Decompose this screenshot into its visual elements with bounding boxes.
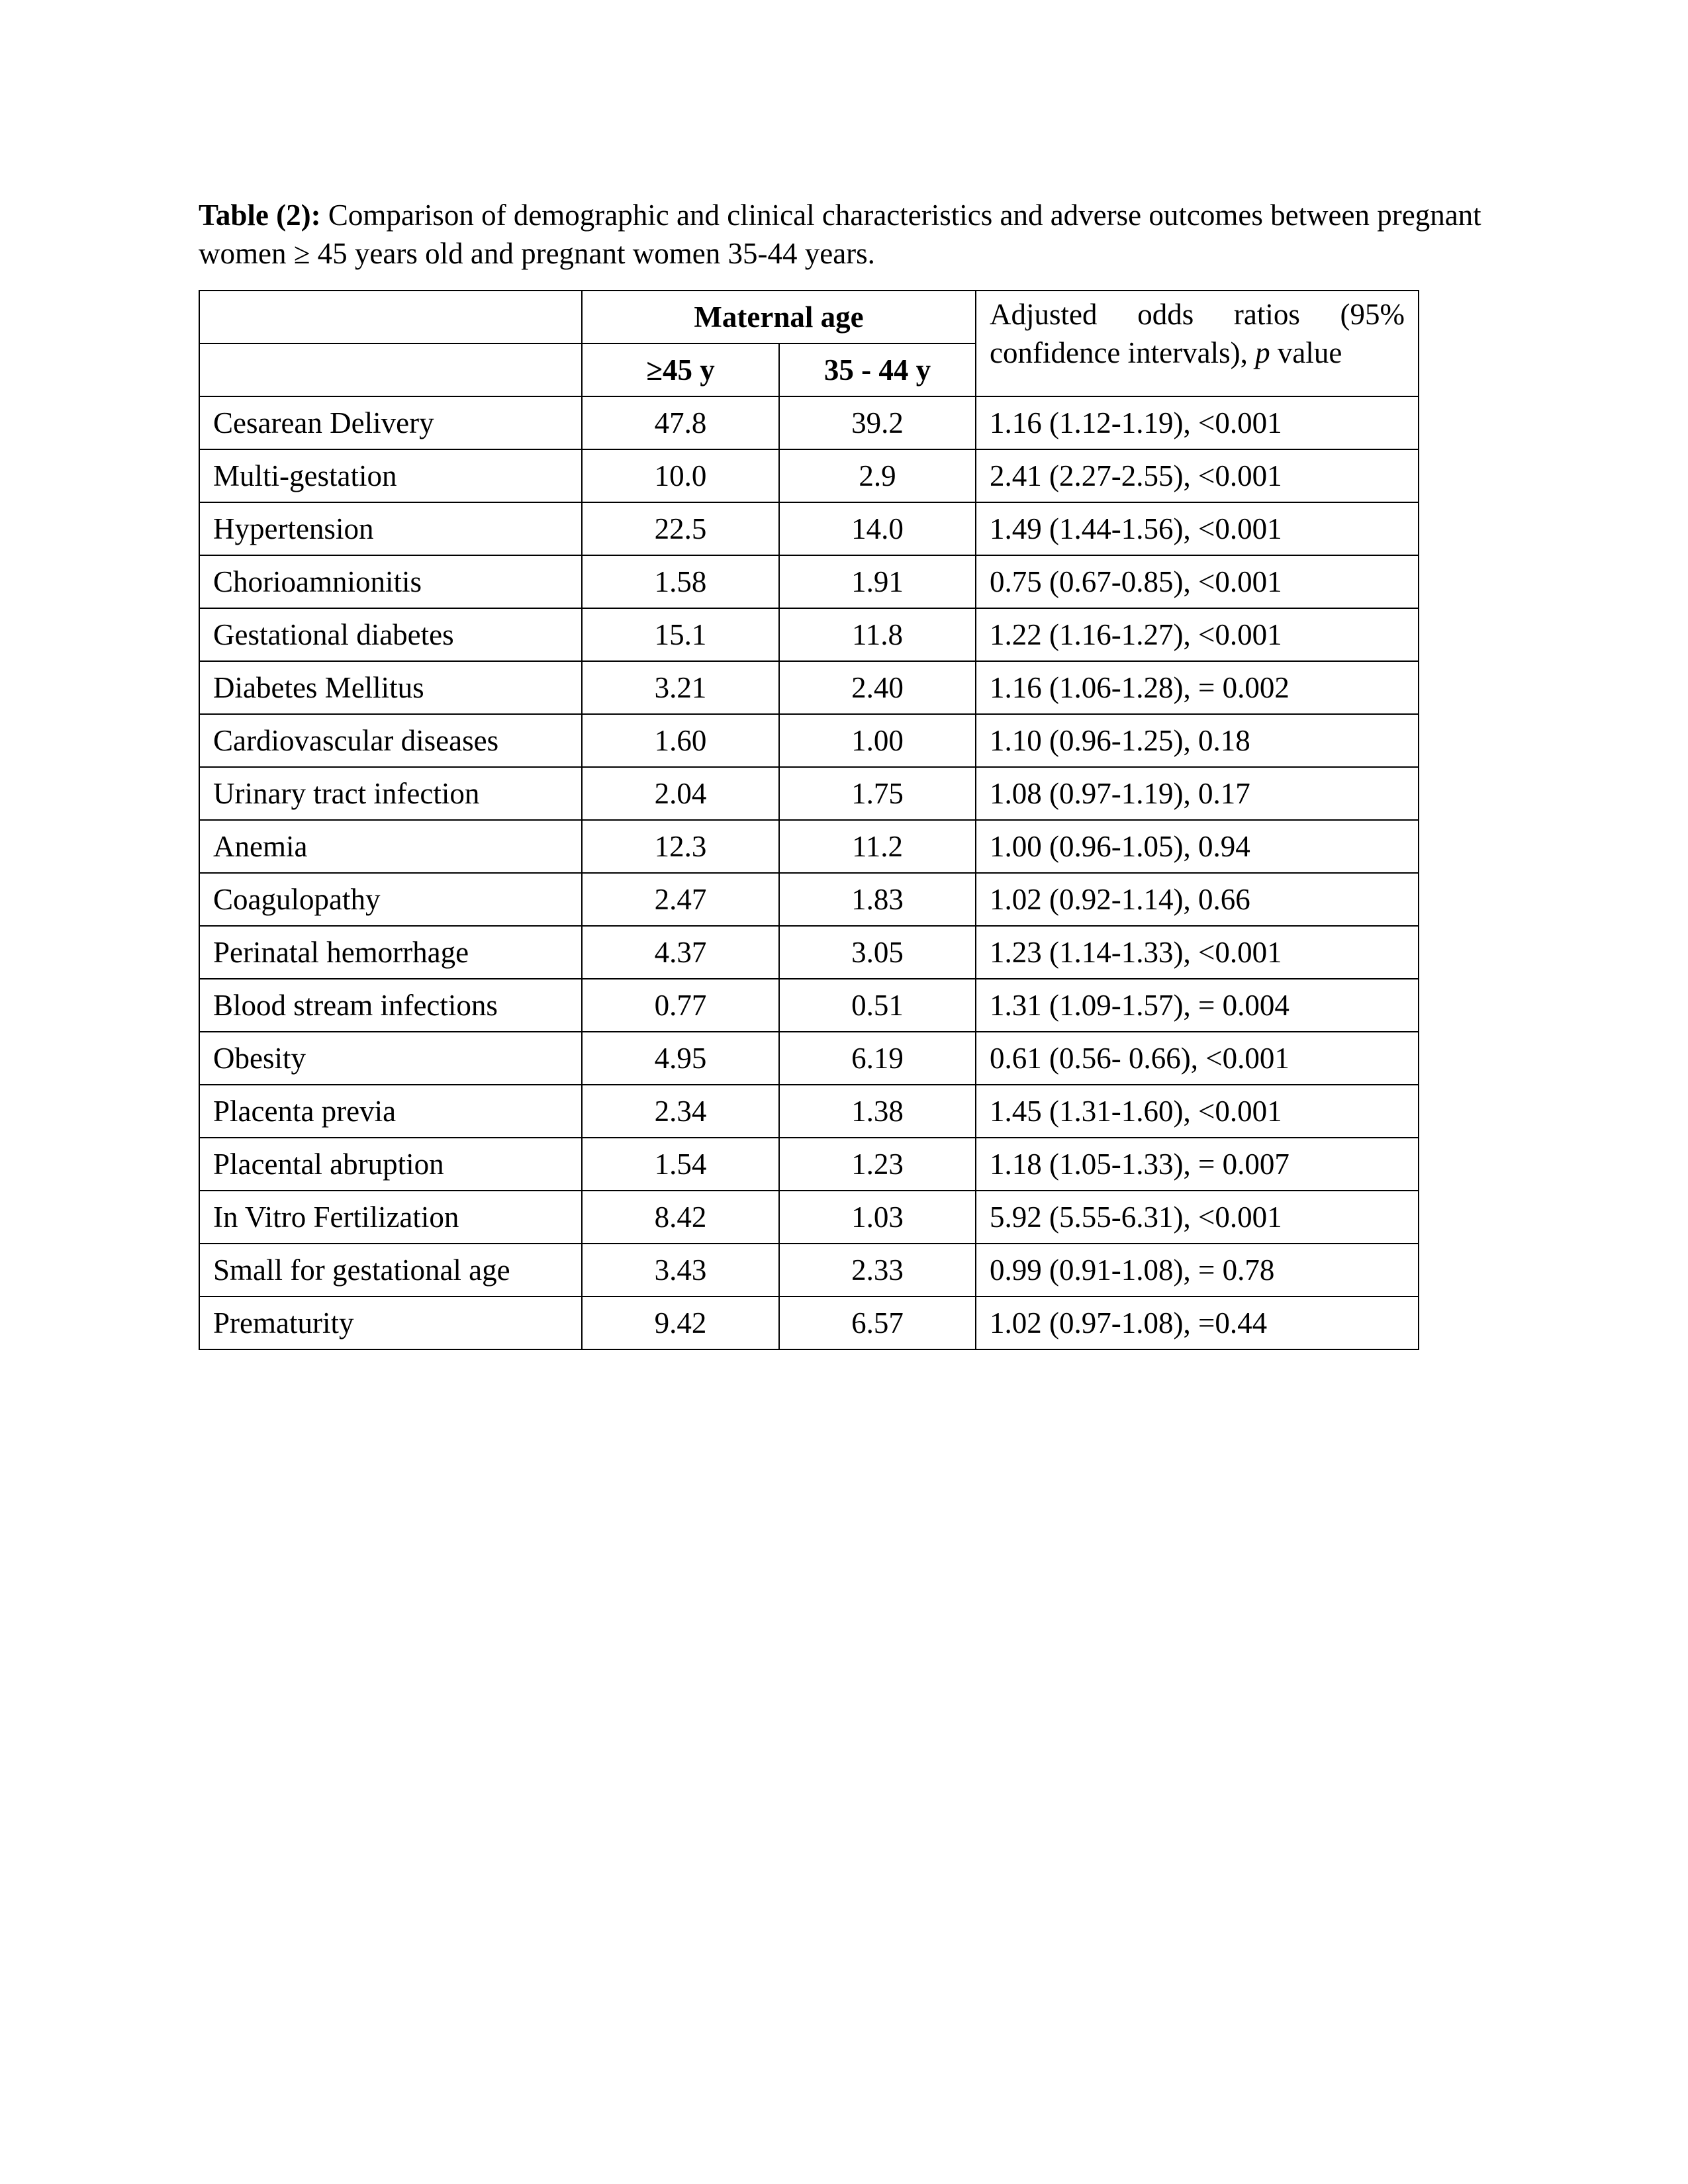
value-35-44: 11.8	[779, 608, 976, 661]
value-35-44: 1.83	[779, 873, 976, 926]
adjusted-odds-ratio: 1.23 (1.14-1.33), <0.001	[976, 926, 1419, 979]
maternal-age-header: Maternal age	[582, 291, 976, 343]
or-header-word: Adjusted	[990, 298, 1098, 331]
table-row	[199, 873, 1419, 926]
table-caption-label: Table (2):	[199, 199, 321, 232]
adjusted-odds-ratio: 1.18 (1.05-1.33), = 0.007	[976, 1138, 1419, 1191]
row-label: Cardiovascular diseases	[199, 714, 582, 767]
value-35-44: 2.33	[779, 1244, 976, 1297]
table-row	[199, 502, 1419, 555]
value-45-plus: 2.04	[582, 767, 779, 820]
table-row	[199, 1032, 1419, 1085]
or-header-word: ratios	[1233, 298, 1300, 331]
adjusted-odds-ratio: 1.16 (1.06-1.28), = 0.002	[976, 661, 1419, 714]
adjusted-odds-ratio: 0.61 (0.56- 0.66), <0.001	[976, 1032, 1419, 1085]
table-row	[199, 1085, 1419, 1138]
adjusted-odds-ratio: 1.08 (0.97-1.19), 0.17	[976, 767, 1419, 820]
or-header-word: odds	[1137, 298, 1194, 331]
value-45-plus: 2.47	[582, 873, 779, 926]
adjusted-odds-ratio: 5.92 (5.55-6.31), <0.001	[976, 1191, 1419, 1244]
row-label: Small for gestational age	[199, 1244, 582, 1297]
or-header-line-2-tail: value	[1270, 336, 1342, 369]
row-label: Placenta previa	[199, 1085, 582, 1138]
value-45-plus: 4.95	[582, 1032, 779, 1085]
value-45-plus: 8.42	[582, 1191, 779, 1244]
value-35-44: 0.51	[779, 979, 976, 1032]
row-label: In Vitro Fertilization	[199, 1191, 582, 1244]
value-45-plus: 12.3	[582, 820, 779, 873]
value-35-44: 1.75	[779, 767, 976, 820]
row-label: Placental abruption	[199, 1138, 582, 1191]
value-45-plus: 15.1	[582, 608, 779, 661]
table-row	[199, 396, 1419, 449]
adjusted-odds-ratio: 1.10 (0.96-1.25), 0.18	[976, 714, 1419, 767]
row-label: Anemia	[199, 820, 582, 873]
value-35-44: 6.57	[779, 1297, 976, 1349]
or-header-p-italic: p	[1255, 336, 1270, 369]
comparison-table	[199, 290, 1419, 1350]
value-35-44: 1.38	[779, 1085, 976, 1138]
adjusted-odds-ratio: 1.49 (1.44-1.56), <0.001	[976, 502, 1419, 555]
row-label: Blood stream infections	[199, 979, 582, 1032]
table-row	[199, 1138, 1419, 1191]
value-35-44: 2.40	[779, 661, 976, 714]
value-35-44: 1.91	[779, 555, 976, 608]
header-row-1	[199, 291, 1419, 343]
header-empty-cell	[199, 343, 582, 396]
row-label: Coagulopathy	[199, 873, 582, 926]
row-label: Diabetes Mellitus	[199, 661, 582, 714]
value-45-plus: 4.37	[582, 926, 779, 979]
value-35-44: 3.05	[779, 926, 976, 979]
row-label: Multi-gestation	[199, 449, 582, 502]
table-row	[199, 979, 1419, 1032]
adjusted-odds-ratio: 1.45 (1.31-1.60), <0.001	[976, 1085, 1419, 1138]
value-45-plus: 3.43	[582, 1244, 779, 1297]
row-label: Chorioamnionitis	[199, 555, 582, 608]
adjusted-odds-ratio: 0.99 (0.91-1.08), = 0.78	[976, 1244, 1419, 1297]
value-35-44: 1.03	[779, 1191, 976, 1244]
row-label: Gestational diabetes	[199, 608, 582, 661]
or-header-word: (95%	[1340, 298, 1405, 331]
table-caption-text: Comparison of demographic and clinical characteristics and adverse outcomes between pregnant women ≥ 45 years old and pregnant women 35-44 years.	[199, 199, 1481, 270]
adjusted-odds-ratio-header	[976, 291, 1419, 396]
table-row	[199, 1297, 1419, 1349]
adjusted-odds-ratio: 1.02 (0.97-1.08), =0.44	[976, 1297, 1419, 1349]
table-row	[199, 608, 1419, 661]
value-45-plus: 22.5	[582, 502, 779, 555]
table-caption	[199, 196, 1496, 273]
table-body	[199, 291, 1419, 1349]
table-row	[199, 1191, 1419, 1244]
value-35-44: 2.9	[779, 449, 976, 502]
table-row	[199, 926, 1419, 979]
table-row	[199, 661, 1419, 714]
row-label: Perinatal hemorrhage	[199, 926, 582, 979]
value-35-44: 11.2	[779, 820, 976, 873]
table-row	[199, 820, 1419, 873]
value-45-plus: 1.58	[582, 555, 779, 608]
row-label: Urinary tract infection	[199, 767, 582, 820]
or-header-line-1	[990, 295, 1405, 334]
row-label: Prematurity	[199, 1297, 582, 1349]
adjusted-odds-ratio: 0.75 (0.67-0.85), <0.001	[976, 555, 1419, 608]
adjusted-odds-ratio: 1.00 (0.96-1.05), 0.94	[976, 820, 1419, 873]
row-label: Obesity	[199, 1032, 582, 1085]
row-label: Cesarean Delivery	[199, 396, 582, 449]
value-35-44: 14.0	[779, 502, 976, 555]
value-35-44: 1.00	[779, 714, 976, 767]
value-35-44: 1.23	[779, 1138, 976, 1191]
or-header-line-2-text: confidence intervals),	[990, 336, 1256, 369]
value-45-plus: 1.60	[582, 714, 779, 767]
value-35-44: 39.2	[779, 396, 976, 449]
header-empty-cell	[199, 291, 582, 343]
value-35-44: 6.19	[779, 1032, 976, 1085]
table-row	[199, 449, 1419, 502]
value-45-plus: 47.8	[582, 396, 779, 449]
adjusted-odds-ratio: 1.02 (0.92-1.14), 0.66	[976, 873, 1419, 926]
value-45-plus: 9.42	[582, 1297, 779, 1349]
value-45-plus: 10.0	[582, 449, 779, 502]
table-row	[199, 767, 1419, 820]
adjusted-odds-ratio: 2.41 (2.27-2.55), <0.001	[976, 449, 1419, 502]
table-row	[199, 555, 1419, 608]
table-row	[199, 1244, 1419, 1297]
or-header-line-2	[990, 334, 1405, 372]
age-35-44-header: 35 - 44 y	[779, 343, 976, 396]
age-45-plus-header: ≥45 y	[582, 343, 779, 396]
row-label: Hypertension	[199, 502, 582, 555]
table-row	[199, 714, 1419, 767]
adjusted-odds-ratio: 1.31 (1.09-1.57), = 0.004	[976, 979, 1419, 1032]
adjusted-odds-ratio: 1.16 (1.12-1.19), <0.001	[976, 396, 1419, 449]
value-45-plus: 2.34	[582, 1085, 779, 1138]
value-45-plus: 3.21	[582, 661, 779, 714]
adjusted-odds-ratio: 1.22 (1.16-1.27), <0.001	[976, 608, 1419, 661]
value-45-plus: 0.77	[582, 979, 779, 1032]
value-45-plus: 1.54	[582, 1138, 779, 1191]
